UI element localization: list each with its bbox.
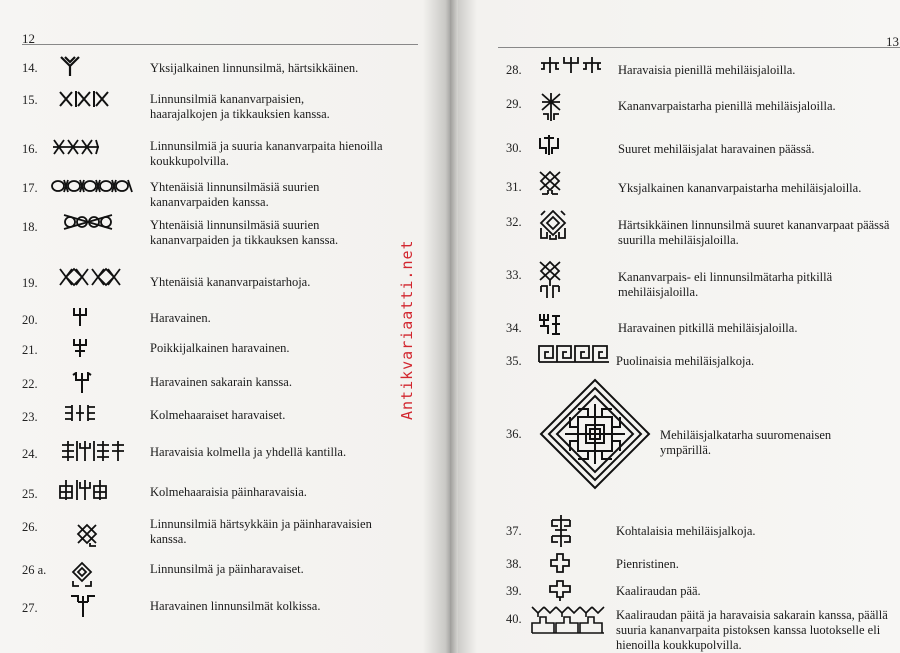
crested-eye-motif: [538, 210, 568, 240]
entry-number: 27.: [22, 601, 38, 615]
entry-text: Pienristinen.: [616, 557, 679, 571]
entry-number: 25.: [22, 487, 38, 501]
header-rule: [22, 44, 418, 45]
entry-number: 31.: [506, 180, 522, 194]
entry-text: Haravainen.: [150, 311, 211, 325]
entry-number: 22.: [22, 377, 38, 391]
entry-number: 38.: [506, 557, 522, 571]
entry-number: 28.: [506, 63, 522, 77]
entry-number: 21.: [22, 343, 38, 357]
entry-text: Linnunsilmiä härtsykkäin ja päinharavaisien kanssa.: [150, 517, 372, 546]
entry-text: Haravaisia pienillä mehiläisjaloilla.: [618, 63, 796, 77]
entry-text: Kolmehaaraisia päinharavaisia.: [150, 485, 307, 499]
entry-text: Yhtenäisiä kananvarpaistarhoja.: [150, 275, 311, 289]
pronged-rake-motif: [72, 372, 92, 394]
rake-eyes-motif: [70, 594, 96, 618]
three-branch-rake-motif: [64, 404, 96, 422]
entry-number: 19.: [22, 276, 38, 290]
entry-number: 34.: [506, 321, 522, 335]
entry-number: 17.: [22, 181, 38, 195]
entry-number: 20.: [22, 313, 38, 327]
page-gutter: [450, 0, 458, 653]
entry-text: Haravainen linnunsilmät kolkissa.: [150, 599, 321, 613]
entry-text: Linnunsilmiä ja suuria kananvarpaita hienoilla koukkupolvilla.: [150, 139, 383, 168]
cross-chain-motif: [58, 90, 110, 108]
entry-number: 23.: [22, 410, 38, 424]
head-rake-row-motif: [58, 478, 108, 502]
header-rule: [498, 47, 900, 48]
entry-number: 32.: [506, 215, 522, 229]
entry-number: 14.: [22, 61, 38, 75]
entry-text: Linnunsilmiä kananvarpaisien, haarajalkojen ja tikkauksien kanssa.: [150, 92, 330, 121]
crow-garden-small-legs-motif: [540, 92, 562, 122]
medium-bee-legs-motif: [550, 514, 572, 548]
entry-text: Haravainen sakarain kanssa.: [150, 375, 292, 389]
entry-text: Linnunsilmä ja päinharavaiset.: [150, 562, 304, 576]
one-leg-garden-motif: [538, 170, 562, 196]
branding-iron-band-motif: [530, 605, 606, 635]
right-page: [458, 0, 900, 653]
rake-row-motif: [60, 439, 126, 463]
branding-iron-head-motif: [548, 580, 572, 602]
entry-number: 40.: [506, 612, 522, 626]
bee-leg-rake-row-motif: [540, 55, 602, 75]
entry-text: Kananvarpais- eli linnunsilmätarha pitkillä mehiläisjaloilla.: [618, 270, 833, 299]
entry-number: 29.: [506, 97, 522, 111]
entry-number: 26.: [22, 520, 38, 534]
entry-number: 26 a.: [22, 563, 47, 577]
eye-rakes-motif: [70, 561, 94, 587]
entry-number: 16.: [22, 142, 38, 156]
rake-motif: [72, 307, 88, 327]
entry-text: Kohtalaisia mehiläisjalkoja.: [616, 524, 756, 538]
meander-band-motif: [538, 345, 610, 363]
entry-number: 24.: [22, 447, 38, 461]
entry-number: 39.: [506, 584, 522, 598]
entry-text: Haravainen pitkillä mehiläisjaloilla.: [618, 321, 798, 335]
entry-number: 37.: [506, 524, 522, 538]
entry-text: Härtsikkäinen linnunsilmä suuret kananvarpaat päässä suurilla mehiläisjaloilla.: [618, 218, 890, 247]
entry-number: 30.: [506, 141, 522, 155]
entry-text: Yhtenäisiä linnunsilmäsiä suurien kananvarpaiden kanssa.: [150, 180, 320, 209]
cross-loop-chain-motif: [63, 214, 113, 230]
small-cross-motif: [550, 553, 570, 573]
watermark: Antikvariaatti.net: [398, 239, 416, 420]
entry-text: Mehiläisjalkatarha suuromenaisen ympärillä.: [660, 428, 832, 457]
entry-number: 33.: [506, 268, 522, 282]
entry-number: 15.: [22, 93, 38, 107]
entry-number: 35.: [506, 354, 522, 368]
bee-garden-diamond-motif: [538, 377, 652, 491]
entry-text: Puolinaisia mehiläisjalkoja.: [616, 354, 755, 368]
entry-text: Kananvarpaistarha pienillä mehiläisjaloilla.: [618, 99, 836, 113]
eye-garden-long-legs-motif: [538, 260, 562, 300]
entry-text: Poikkijalkainen haravainen.: [150, 341, 290, 355]
eye-head-rake-motif: [76, 523, 98, 547]
entry-number: 36.: [506, 427, 522, 441]
entry-number: 18.: [22, 220, 38, 234]
hooked-chain-motif: [52, 138, 100, 156]
entry-text: Yksijalkainen linnunsilmä, härtsikkäinen.: [150, 61, 359, 75]
entry-text: Kaaliraudan päitä ja haravaisia sakarain kanssa, päällä suuria kananvarpaita pistoksen kanssa luotokselle eli hienoilla koukkupolvilla.: [616, 608, 888, 652]
crossed-garden-chain-motif: [58, 267, 126, 287]
page-number-left: 12: [22, 31, 35, 46]
page-number-right: 13: [886, 34, 899, 49]
loop-chain-motif: [50, 177, 134, 195]
left-page: [0, 0, 440, 653]
cross-foot-rake-motif: [72, 338, 88, 358]
entry-text: Yksjalkainen kananvarpaistarha mehiläisjaloilla.: [618, 181, 862, 195]
big-bee-legs-motif: [538, 134, 560, 156]
y-fork-motif: [58, 55, 82, 77]
entry-text: Haravaisia kolmella ja yhdellä kantilla.: [150, 445, 347, 459]
entry-text: Yhtenäisiä linnunsilmäsiä suurien kananvarpaiden ja tikkauksen kanssa.: [150, 218, 339, 247]
entry-text: Suuret mehiläisjalat haravainen päässä.: [618, 142, 815, 156]
rake-long-legs-motif: [538, 312, 562, 336]
entry-text: Kolmehaaraiset haravaiset.: [150, 408, 286, 422]
entry-text: Kaaliraudan pää.: [616, 584, 701, 598]
